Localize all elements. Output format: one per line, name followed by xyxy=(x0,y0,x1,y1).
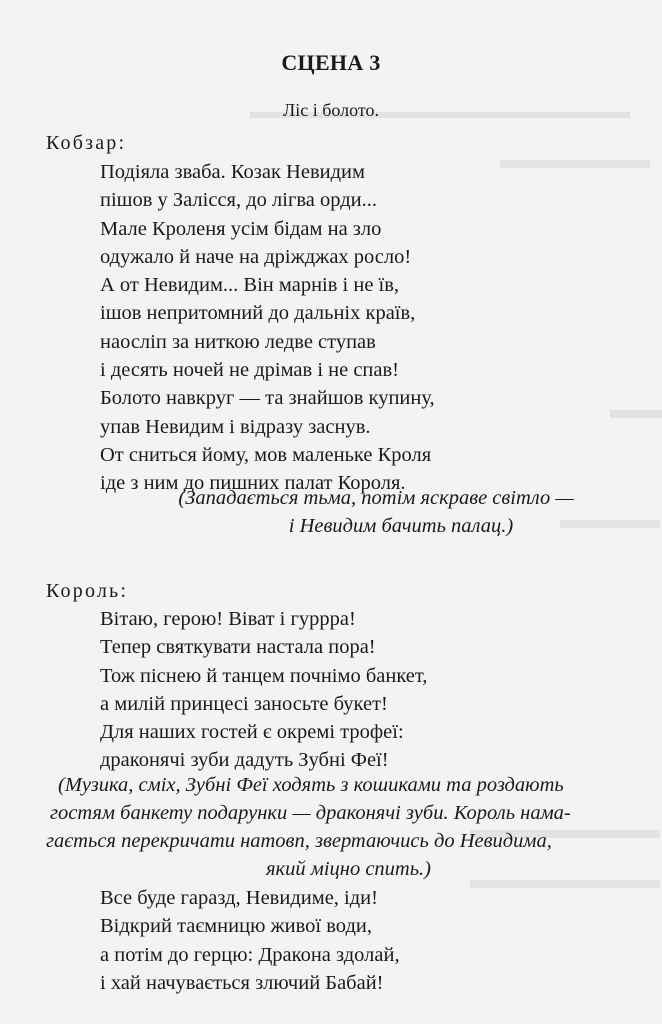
verse-line: упав Невидим і відразу заснув. xyxy=(100,415,371,438)
verse-line: Болото навкруг — та знайшов купину, xyxy=(100,387,435,410)
direction-line: який міцно спить.) xyxy=(266,858,432,880)
verse-line: Подіяла зваба. Козак Невидим xyxy=(100,161,365,183)
speaker-korol: Король: xyxy=(46,580,129,602)
speaker-kobzar: Кобзар: xyxy=(46,132,127,154)
direction-line: і Невидим бачить палац.) xyxy=(288,515,514,537)
stage-direction-1 xyxy=(0,484,662,540)
verse-line: Мале Кроленя усім бідам на зло xyxy=(100,217,382,240)
verse-line: А от Невидим... Він марнів і не їв, xyxy=(100,274,400,297)
direction-line: гається перекричати натовп, звертаючись до Невидима, xyxy=(46,830,552,852)
scene-title: СЦЕНА 3 xyxy=(281,50,381,75)
verse-line: ішов непритомний до дальніх країв, xyxy=(100,302,416,325)
direction-line: гостям банкету подарунки — драконячі зуби. Король нама- xyxy=(50,802,571,824)
verse-line: Тож піснею й танцем почнімо банкет, xyxy=(100,664,428,687)
verse-line: і десять ночей не дрімав і не спав! xyxy=(100,359,400,382)
verse-line: Все буде гаразд, Невидиме, іди! xyxy=(100,887,378,909)
verse-line: а милій принцесі заносьте букет! xyxy=(100,692,388,715)
verse-line: Вітаю, герою! Віват і гуррра! xyxy=(100,608,356,630)
verse-line: От сниться йому, мов маленьке Кроля xyxy=(100,443,432,466)
verse-line: одужало й наче на дріжджах росло! xyxy=(100,245,412,268)
korol-verse xyxy=(100,605,427,775)
verse-line: а потім до герцю: Дракона здолай, xyxy=(100,943,400,966)
direction-line: (Музика, сміх, Зубні Феї ходять з кошиками та роздають xyxy=(58,774,564,796)
direction-line: (Западається тьма, потім яскраве світло — xyxy=(178,487,574,509)
verse-line: драконячі зуби дадуть Зубні Феї! xyxy=(100,749,389,772)
verse-line: Тепер святкувати настала пора! xyxy=(100,636,376,659)
verse-line: наосліп за ниткою ледве ступав xyxy=(100,330,376,353)
verse-line: пішов у Залісся, до лігва орди... xyxy=(100,189,378,212)
verse-line: і хай начувається злючий Бабай! xyxy=(100,971,384,994)
verse-line: іде з ним до пишних палат Короля. xyxy=(100,472,406,495)
kobzar-verse xyxy=(100,158,435,498)
verse-line: Відкрий таємницю живої води, xyxy=(100,915,372,938)
scene-setting: Ліс і болото. xyxy=(283,100,379,120)
korol-verse-continued xyxy=(100,884,400,997)
stage-direction-2 xyxy=(46,771,571,883)
verse-line: Для наших гостей є окремі трофеї: xyxy=(100,721,404,744)
